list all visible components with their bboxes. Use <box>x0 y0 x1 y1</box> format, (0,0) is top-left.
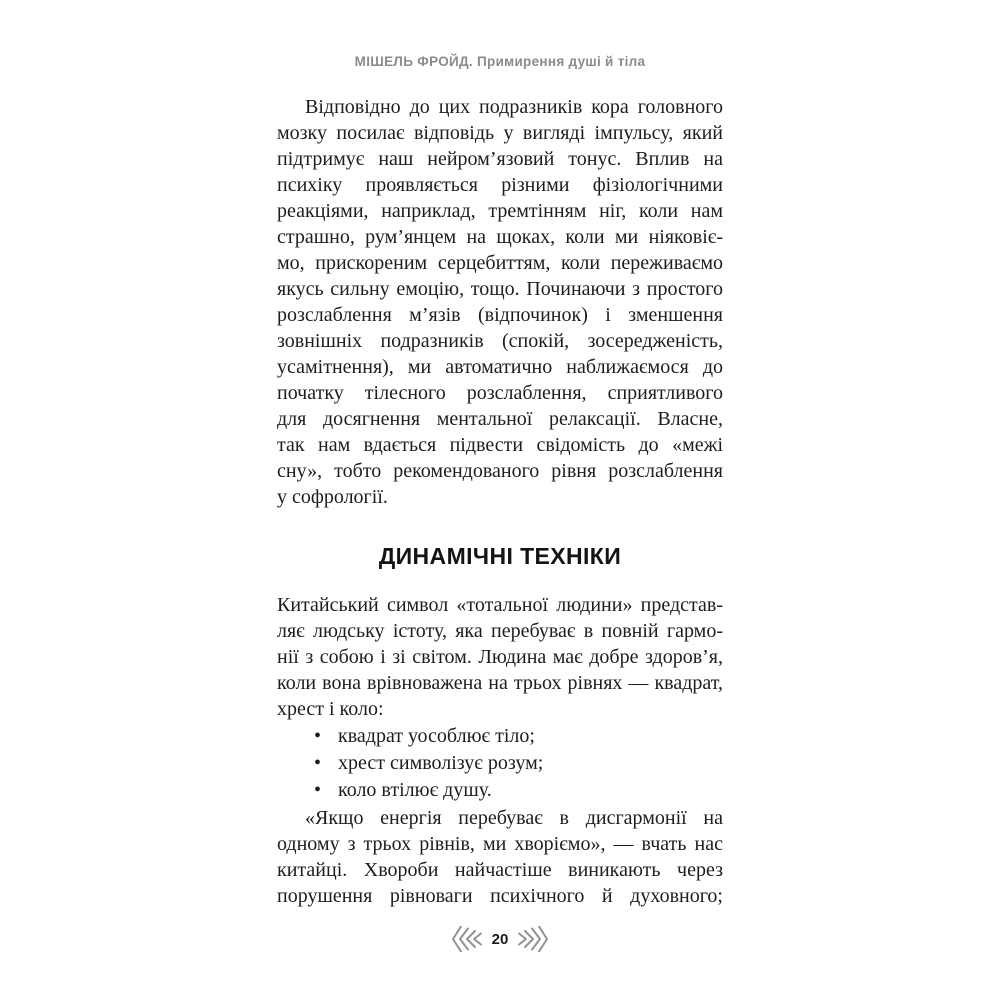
bullet-icon: • <box>314 752 322 774</box>
text-line: психіку проявляється різними фізіологічними <box>277 174 723 196</box>
running-header: МІШЕЛЬ ФРОЙД. Примирення душі й тіла <box>354 54 646 69</box>
text-line: сну», тобто рекомендованого рівня розслаблення <box>277 460 723 482</box>
text-line: усамітнення), ми автоматично наближаємося до <box>277 356 723 378</box>
bullet-list <box>277 723 723 804</box>
text-line: «Якщо енергія перебуває в дисгармонії на <box>305 807 723 829</box>
text-line: хрест і коло: <box>277 698 384 720</box>
text-line: розслаблення м’язів (відпочинок) і зменшення <box>277 304 723 326</box>
text-line: одному з трьох рівнів, ми хворіємо», — вчать нас <box>277 833 723 855</box>
bullet-text: коло втілює душу. <box>338 779 492 801</box>
text-line: мозку посилає відповідь у вигляді імпульсу, який <box>277 122 723 144</box>
text-line: якусь сильну емоцію, тощо. Починаючи з простого <box>277 278 723 300</box>
text-line: реакціями, наприклад, тремтінням ніг, коли нам <box>277 200 723 222</box>
text-line: ляє людську істоту, яка перебуває в повній гармо- <box>277 620 723 642</box>
text-line: коли вона врівноважена на трьох рівнях — квадрат, <box>277 672 723 694</box>
bullet-icon: • <box>314 725 322 747</box>
text-line: у софрології. <box>277 486 388 508</box>
text-line: так нам вдається підвести свідомість до «межі <box>277 434 723 456</box>
bullet-icon: • <box>314 779 322 801</box>
bullet-text: квадрат уособлює тіло; <box>338 725 535 747</box>
section-heading: ДИНАМІЧНІ ТЕХНІКИ <box>378 543 622 569</box>
paragraph <box>277 805 723 909</box>
bullet-text: хрест символізує розум; <box>338 752 544 774</box>
text-line: нії з собою і зі світом. Людина має добре здоров’я, <box>277 646 723 668</box>
page-body <box>277 94 723 909</box>
paragraph <box>277 94 723 510</box>
text-line: мо, прискореним серцебиттям, коли переживаємо <box>277 252 723 274</box>
text-line: зовнішніх подразників (спокій, зосередженість, <box>277 330 723 352</box>
page-number: 20 <box>491 930 509 948</box>
text-line: страшно, рум’янцем на щоках, коли ми ніяковіє- <box>277 226 723 248</box>
text-line: Китайський символ «тотальної людини» представ- <box>277 594 723 616</box>
text-line: початку тілесного розслаблення, сприятливого <box>277 382 723 404</box>
bullet-item <box>277 723 723 750</box>
text-line: порушення рівноваги психічного й духовного; <box>277 885 723 907</box>
bullet-item <box>277 750 723 777</box>
text-column <box>277 0 723 909</box>
bullet-item <box>277 777 723 804</box>
paragraph <box>277 592 723 722</box>
text-line: підтримує наш нейром’язовий тонус. Вплив на <box>277 148 723 170</box>
text-line: китайці. Хвороби найчастіше виникають через <box>277 859 723 881</box>
chevrons-left-icon <box>449 926 483 952</box>
text-line: для досягнення ментальної релаксації. Власне, <box>277 408 723 430</box>
page-footer <box>0 926 1000 952</box>
text-line: Відповідно до цих подразників кора головного <box>305 96 723 118</box>
chevrons-right-icon <box>517 926 551 952</box>
